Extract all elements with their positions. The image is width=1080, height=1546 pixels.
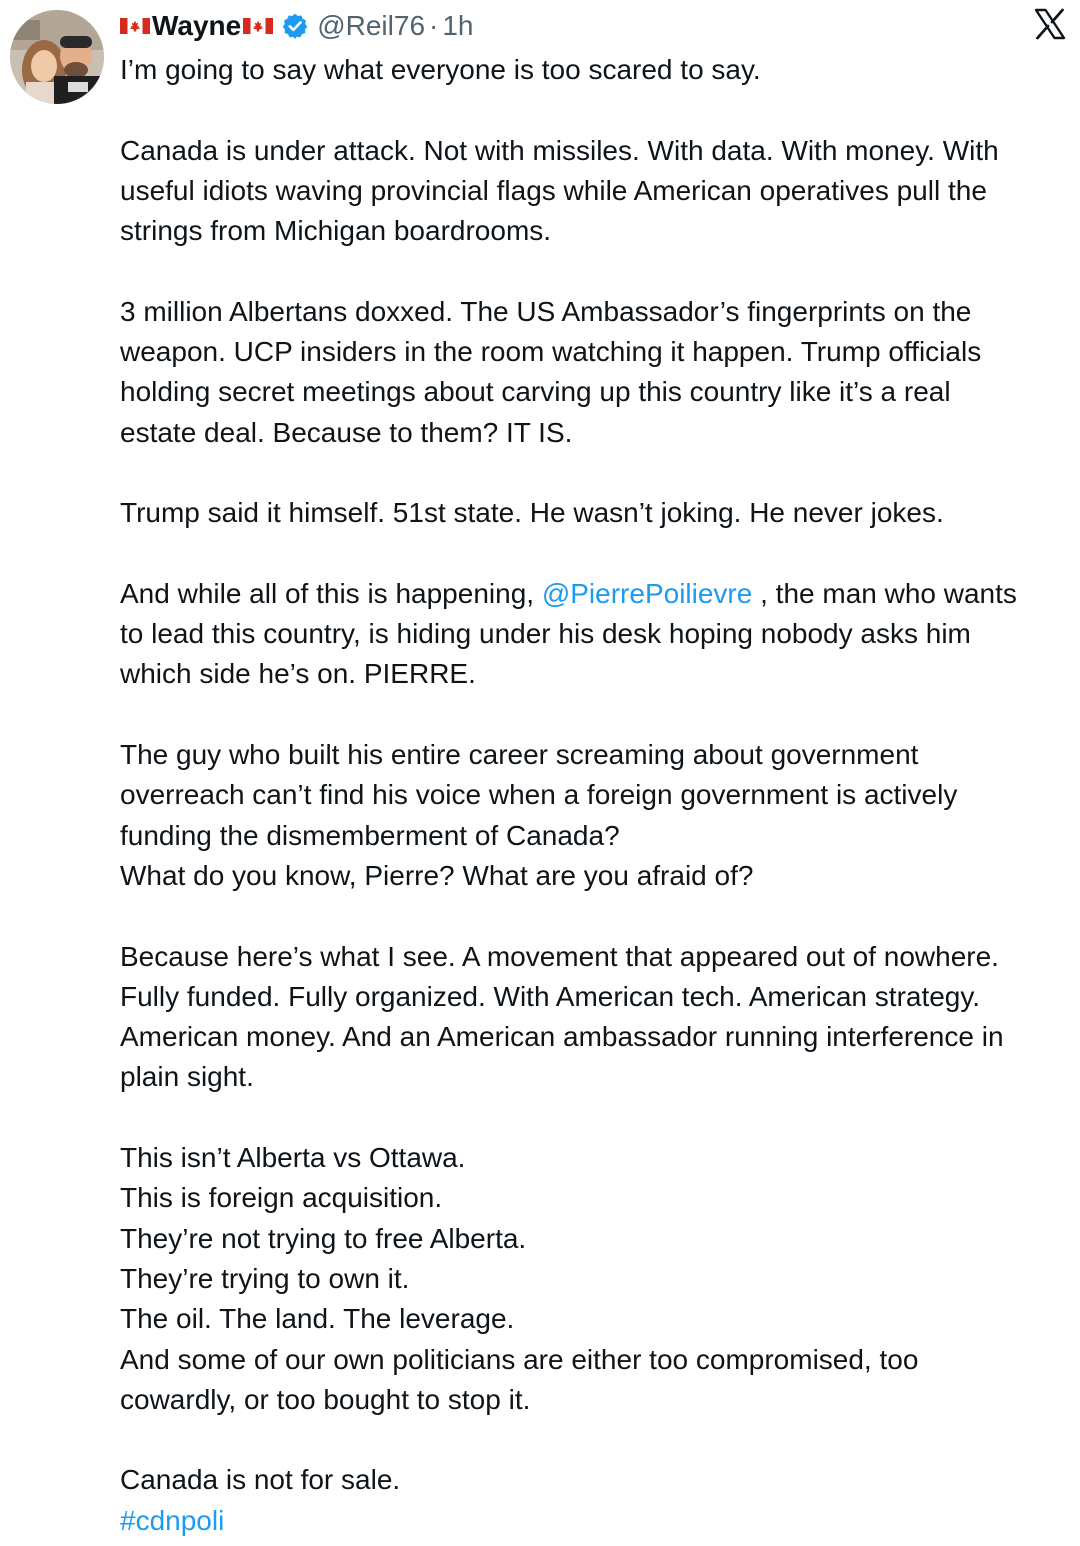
tweet-line: Because here’s what I see. A movement that appeared out of nowhere. [120, 940, 999, 972]
author-handle[interactable]: @Reil76 [317, 10, 426, 41]
tweet-line: weapon. UCP insiders in the room watching it happen. Trump officials [120, 336, 982, 368]
tweet-line: What do you know, Pierre? What are you afraid of? [120, 859, 754, 891]
tweet-line: The guy who built his entire career screaming about government [120, 739, 919, 771]
tweet-text [120, 50, 1072, 1541]
avatar-photo-icon [10, 10, 104, 104]
tweet-line: The oil. The land. The leverage. [120, 1303, 515, 1335]
canada-flag-icon [243, 18, 273, 34]
tweet-line: 3 million Albertans doxxed. The US Ambassador’s fingerprints on the [120, 295, 972, 327]
timestamp[interactable]: 1h [442, 10, 474, 41]
tweet-line: They’re not trying to free Alberta. [120, 1222, 527, 1254]
tweet-line: to lead this country, is hiding under his desk hoping nobody asks him [120, 618, 971, 650]
tweet-line [120, 1501, 1072, 1541]
tweet-line: This isn’t Alberta vs Ottawa. [120, 1142, 466, 1174]
tweet-line: Fully funded. Fully organized. With American tech. American strategy. [120, 980, 981, 1012]
tweet-line: funding the dismemberment of Canada? [120, 819, 620, 851]
tweet-text-segment: And while all of this is happening, [120, 577, 542, 609]
verified-badge-icon [281, 12, 309, 40]
author-display-name[interactable]: Wayne [152, 10, 242, 41]
tweet-line: which side he’s on. PIERRE. [120, 658, 476, 690]
tweet-line [120, 574, 1072, 614]
tweet-line: plain sight. [120, 1061, 254, 1093]
tweet-line: estate deal. Because to them? IT IS. [120, 416, 573, 448]
tweet-line: useful idiots waving provincial flags while American operatives pull the [120, 174, 987, 206]
x-logo-icon [1034, 8, 1066, 40]
separator-dot: · [429, 10, 439, 41]
tweet-line: American money. And an American ambassador running interference in [120, 1021, 1004, 1053]
tweet-line: And some of our own politicians are either too compromised, too [120, 1343, 919, 1375]
tweet-line: Canada is under attack. Not with missiles. With data. With money. With [120, 134, 999, 166]
tweet-line: overreach can’t find his voice when a foreign government is actively [120, 779, 958, 811]
tweet-line: strings from Michigan boardrooms. [120, 215, 552, 247]
hashtag-link[interactable]: #cdnpoli [120, 1504, 225, 1536]
tweet-header [120, 4, 474, 48]
tweet-line: Canada is not for sale. [120, 1464, 401, 1496]
tweet-line: cowardly, or too bought to stop it. [120, 1383, 531, 1415]
tweet-text-segment: , the man who wants [752, 577, 1017, 609]
mention-link[interactable]: @PierrePoilievre [541, 577, 753, 609]
tweet-line: This is foreign acquisition. [120, 1182, 443, 1214]
tweet-line: I’m going to say what everyone is too scared to say. [120, 54, 761, 85]
tweet-line: They’re trying to own it. [120, 1262, 410, 1294]
tweet-line: holding secret meetings about carving up this country like it’s a real [120, 376, 951, 408]
tweet-line: Trump said it himself. 51st state. He wasn’t joking. He never jokes. [120, 497, 944, 529]
canada-flag-icon [120, 18, 150, 34]
avatar[interactable] [10, 10, 104, 104]
